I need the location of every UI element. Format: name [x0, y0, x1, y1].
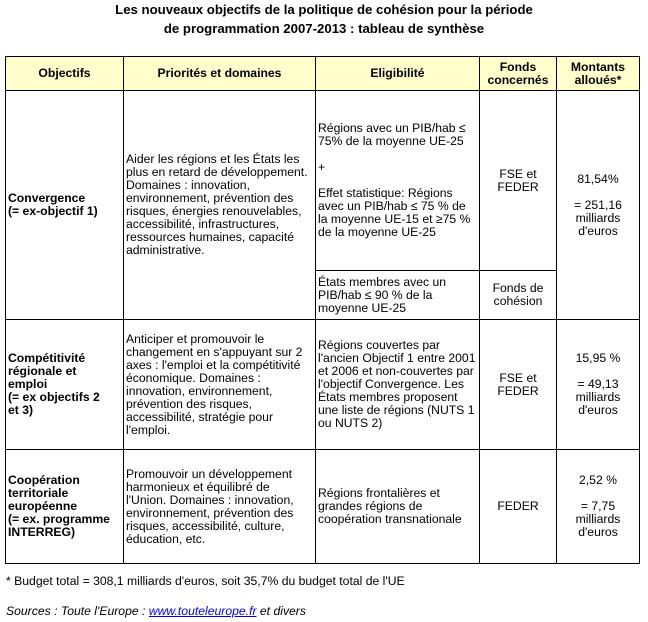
amount-convergence: 81,54% = 251,16 milliards d'euros	[557, 91, 640, 320]
amount-competitivite: 15,95 % = 49,13 milliards d'euros	[557, 320, 640, 450]
priorities-competitivite: Anticiper et promouvoir le changement en s'appuyant sur 2 axes : l'emploi et la compétitivité économique. Domaines : innovation, environnement, prévention des risques, accessibilité, stratégie pour l'emploi.	[124, 320, 316, 450]
eligibility-convergence: Régions avec un PIB/hab ≤ 75% de la moyenne UE-25 + Effet statistique: Régions avec un PIB/hab ≤ 75 % de la moyenne UE-15 et ≥75 % de la moyenne UE-25	[316, 91, 480, 271]
table-row-competitivite	[6, 320, 640, 450]
header-priorites: Priorités et domaines	[124, 57, 316, 91]
table-row-cooperation	[6, 450, 640, 564]
sources-line	[6, 604, 306, 618]
priorities-cooperation: Promouvoir un développement harmonieux et équilibré de l'Union. Domaines : innovation, environnement, prévention des risques, accessibilité, culture, éducation, etc.	[124, 450, 316, 564]
eligibility-cohesion: États membres avec un PIB/hab ≤ 90 % de la moyenne UE-25	[316, 271, 480, 320]
synthesis-table	[5, 56, 640, 564]
funds-cooperation: FEDER	[480, 450, 557, 564]
table-header-row	[6, 57, 640, 91]
objective-competitivite: Compétitivité régionale et emploi (= ex objectifs 2 et 3)	[6, 320, 124, 450]
title-line-1: Les nouveaux objectifs de la politique de cohésion pour la période	[115, 2, 533, 17]
header-eligibilite: Eligibilité	[316, 57, 480, 91]
footnote: * Budget total = 308,1 milliards d'euros, soit 35,7% du budget total de l'UE	[6, 574, 405, 588]
header-montants: Montants alloués*	[557, 57, 640, 91]
funds-competitivite: FSE et FEDER	[480, 320, 557, 450]
table-row-convergence	[6, 91, 640, 271]
header-fonds: Fonds concernés	[480, 57, 557, 91]
sources-link[interactable]: www.touteleurope.fr	[148, 604, 257, 618]
page-title	[0, 0, 648, 38]
funds-convergence: FSE et FEDER	[480, 91, 557, 271]
eligibility-cooperation: Régions frontalières et grandes régions de coopération transnationale	[316, 450, 480, 564]
header-objectifs: Objectifs	[6, 57, 124, 91]
eligibility-competitivite: Régions couvertes par l'ancien Objectif 1 entre 2001 et 2006 et non-couvertes par l'objectif Convergence. Les États membres proposent une liste de régions (NUTS 1 ou NUTS 2)	[316, 320, 480, 450]
sources-prefix: Sources : Toute l'Europe :	[6, 604, 149, 618]
sources-suffix: et divers	[256, 604, 306, 618]
priorities-convergence: Aider les régions et les États les plus en retard de développement. Domaines : innovation, environnement, prévention des risques, énergies renouvelables, accessibilité, infrastructures, ressources humaines, capacité administrative.	[124, 91, 316, 320]
title-line-2: de programmation 2007-2013 : tableau de synthèse	[163, 21, 485, 36]
funds-cohesion: Fonds de cohésion	[480, 271, 557, 320]
objective-convergence: Convergence (= ex-objectif 1)	[6, 91, 124, 320]
objective-cooperation: Coopération territoriale européenne (= ex. programme INTERREG)	[6, 450, 124, 564]
amount-cooperation: 2,52 % = 7,75 milliards d'euros	[557, 450, 640, 564]
